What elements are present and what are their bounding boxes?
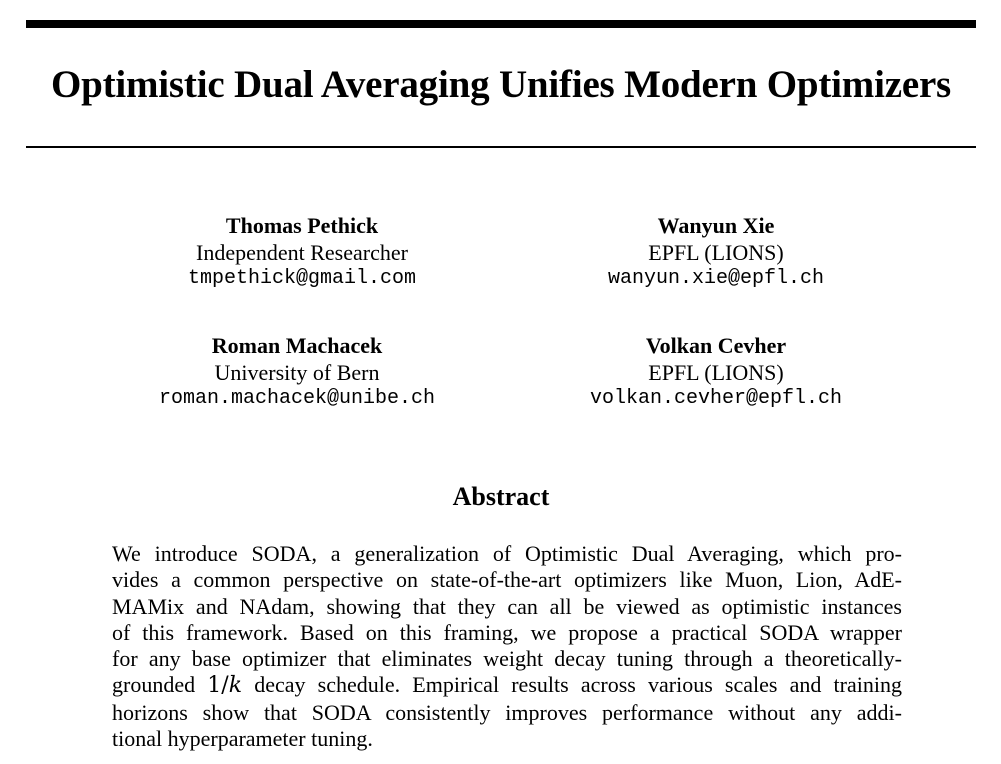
math-expression: [207, 673, 242, 698]
author-block: [506, 333, 926, 413]
author-email[interactable]: roman.machacek@unibe.ch: [158, 387, 436, 410]
author-block: [87, 333, 507, 413]
abstract-heading: Abstract: [452, 482, 550, 511]
abstract-line: tional hyperparameter tuning.: [112, 726, 373, 752]
author-affiliation: Independent Researcher: [196, 239, 408, 265]
abstract-text: grounded: [112, 672, 208, 698]
math-variable: k: [228, 673, 243, 699]
author-name: Roman Machacek: [211, 333, 383, 358]
top-rule: [26, 20, 976, 28]
math-text: 1/k: [207, 673, 243, 699]
abstract-text: decay schedule. Empirical results across various scales and training: [242, 672, 902, 698]
author-email[interactable]: volkan.cevher@epfl.ch: [589, 387, 843, 410]
author-affiliation: EPFL (LIONS): [648, 239, 784, 265]
abstract-line: We introduce SODA, a generalization of Optimistic Dual Averaging, which pro-: [112, 541, 902, 566]
abstract-line: MAMix and NAdam, showing that they can all be viewed as optimistic instances: [112, 593, 902, 619]
abstract-body: [112, 541, 902, 752]
author-affiliation: EPFL (LIONS): [648, 359, 784, 385]
abstract-line: horizons show that SODA consistently improves performance without any addi-: [112, 699, 902, 725]
author-name: Thomas Pethick: [225, 213, 379, 238]
author-affiliation: University of Bern: [214, 359, 380, 385]
abstract-line: vides a common perspective on state-of-the-art optimizers like Muon, Lion, AdE-: [112, 567, 902, 593]
author-block: [92, 213, 512, 293]
author-name: Wanyun Xie: [657, 213, 775, 238]
abstract-line: for any base optimizer that eliminates weight decay tuning through a theoretically-: [112, 646, 902, 672]
author-name: Volkan Cevher: [645, 333, 787, 358]
abstract-line: of this framework. Based on this framing, we propose a practical SODA wrapper: [112, 619, 902, 645]
paper-title: Optimistic Dual Averaging Unifies Modern Optimizers: [50, 63, 952, 106]
abstract-line: [112, 672, 902, 699]
author-email[interactable]: wanyun.xie@epfl.ch: [607, 267, 825, 290]
author-block: [506, 213, 926, 293]
author-email[interactable]: tmpethick@gmail.com: [187, 267, 417, 290]
title-bottom-rule: [26, 146, 976, 148]
